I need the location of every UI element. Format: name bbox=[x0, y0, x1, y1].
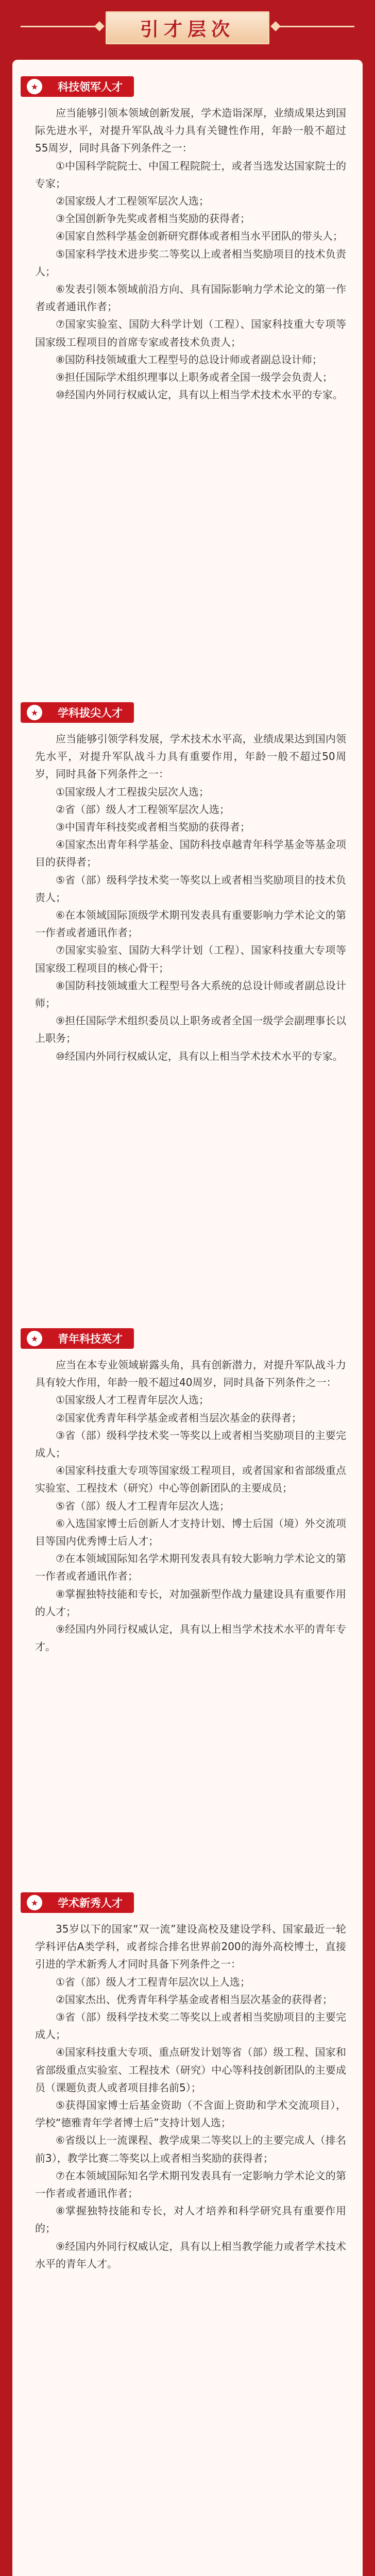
list-item: ⑥省级以上一流课程、教学成果二等奖以上的主要完成人（排名前3），教学比赛二等奖以上或者相当奖励的获得者； bbox=[35, 2134, 346, 2164]
list-item: ⑨担任国际学术组织理事以上职务或者全国一级学会负责人； bbox=[56, 371, 333, 384]
banner-line-right bbox=[277, 26, 354, 27]
section-intro: 应当能够引领学科发展，学术技术水平高，业绩成果达到国内领先水平，对提升军队战斗力具有重要作用，年龄一般不超过50周岁，同时具备下列条件之一： bbox=[35, 733, 346, 781]
list-item: ⑤获得国家博士后基金资助（不含面上资助和学术交流项目），学校“德雅青年学者博士后”支持计划人选； bbox=[35, 2099, 346, 2129]
list-item: ⑥在本领域国际顶级学术期刊发表具有重要影响力学术论文的第一作者或者通讯作者； bbox=[35, 909, 346, 939]
list-item: ⑨经国内外同行权威认定，具有以上相当教学能力或者学术技术水平的青年人才。 bbox=[35, 2240, 346, 2270]
section-body bbox=[35, 1920, 346, 2273]
list-item: ⑦在本领域国际知名学术期刊发表具有较大影响力学术论文的第一作者或者通讯作者； bbox=[35, 1552, 346, 1583]
medal-icon: ★ bbox=[27, 1895, 42, 1910]
list-item: ②国家优秀青年科学基金或者相当层次基金的获得者； bbox=[56, 1411, 302, 1424]
list-item: ⑨经国内外同行权威认定，具有以上相当学术技术水平的青年专才。 bbox=[35, 1623, 346, 1653]
section-title: 科技领军人才 bbox=[58, 81, 123, 93]
section-body bbox=[35, 730, 346, 1065]
section-title: 青年科技英才 bbox=[58, 1333, 123, 1345]
section-body bbox=[35, 104, 346, 403]
list-item: ⑧掌握独特技能和专长，对加强新型作战力量建设具有重要作用的人才； bbox=[35, 1587, 346, 1618]
list-item: ⑤国家科学技术进步奖二等奖以上或者相当奖励项目的技术负责人； bbox=[35, 247, 346, 278]
section-title: 学科拔尖人才 bbox=[58, 707, 123, 719]
medal-icon: ★ bbox=[27, 79, 42, 94]
list-item: ②国家杰出、优秀青年科学基金或者相当层次基金的获得者； bbox=[56, 1993, 333, 2006]
list-item: ①国家级人才工程青年层次人选； bbox=[56, 1394, 209, 1406]
list-item: ⑧国防科技领域重大工程型号各大系统的总设计师或者副总设计师； bbox=[35, 979, 346, 1010]
banner-title-box bbox=[106, 11, 269, 44]
section-tag bbox=[21, 1328, 134, 1349]
section-intro: 应当在本专业领域崭露头角，具有创新潜力，对提升军队战斗力具有较大作用，年龄一般不超过40周岁，同时具备下列条件之一： bbox=[35, 1359, 346, 1389]
list-item: ④国家自然科学基金创新研究群体或者相当水平团队的带头人； bbox=[56, 230, 343, 243]
content-card bbox=[12, 60, 363, 2576]
list-item: ⑤省（部）级科学技术奖一等奖以上或者相当奖励项目的技术负责人； bbox=[35, 873, 346, 904]
list-item: ①国家级人才工程拔尖层次人选； bbox=[56, 785, 209, 798]
list-item: ⑩经国内外同行权威认定，具有以上相当学术技术水平的专家。 bbox=[56, 388, 343, 401]
banner-title: 引才层次 bbox=[140, 19, 235, 40]
list-item: ⑥入选国家博士后创新人才支持计划、博士后国（境）外交流项目等国内优秀博士后人才； bbox=[35, 1517, 346, 1548]
list-item: ⑤省（部）级人才工程青年层次人选； bbox=[56, 1499, 230, 1512]
list-item: ④国家杰出青年科学基金、国防科技卓越青年科学基金等基金项目的获得者； bbox=[35, 838, 346, 869]
list-item: ⑧掌握独特技能和专长，对人才培养和科学研究具有重要作用的； bbox=[35, 2205, 346, 2235]
list-item: ③中国青年科技奖或者相当奖励的获得者； bbox=[56, 821, 250, 834]
list-item: ⑧国防科技领域重大工程型号的总设计师或者副总设计师； bbox=[56, 353, 322, 366]
banner-diamond-left bbox=[94, 21, 105, 31]
section-title: 学术新秀人才 bbox=[58, 1897, 123, 1909]
list-item: ③全国创新争先奖或者相当奖励的获得者； bbox=[56, 212, 250, 225]
section-intro: 35岁以下的国家“双一流”建设高校及建设学科、国家最近一轮学科评估A类学科，或者综合排名世界前200的海外高校博士，直接引进的学术新秀人才同时具备下列条件之一： bbox=[35, 1923, 346, 1971]
section-tag bbox=[21, 702, 134, 723]
section-tag bbox=[21, 1892, 134, 1913]
list-item: ③省（部）级科学技术奖二等奖以上或者相当奖励项目的主要完成人； bbox=[35, 2011, 346, 2041]
banner-line-left bbox=[21, 26, 98, 27]
list-item: ⑥发表引领本领域前沿方向、具有国际影响力学术论文的第一作者或者通讯作者； bbox=[35, 283, 346, 313]
section-intro: 应当能够引领本领域创新发展，学术造诣深厚，业绩成果达到国际先进水平，对提升军队战斗力具有关键性作用，年龄一般不超过55周岁，同时具备下列条件之一： bbox=[35, 107, 346, 155]
list-item: ②国家级人才工程领军层次人选； bbox=[56, 195, 209, 208]
list-item: ①中国科学院院士、中国工程院院士，或者当选发达国家院士的专家； bbox=[35, 159, 346, 190]
header-banner bbox=[0, 0, 375, 60]
list-item: ①省（部）级人才工程青年层次以上人选； bbox=[56, 1975, 250, 1988]
list-item: ⑦在本领域国际知名学术期刊发表具有一定影响力学术论文的第一作者或者通讯作者； bbox=[35, 2169, 346, 2200]
list-item: ②省（部）级人才工程领军层次人选； bbox=[56, 803, 230, 816]
list-item: ④国家科技重大专项等国家级工程项目，或者国家和省部级重点实验室、工程技术（研究）中心等创新团队的主要成员； bbox=[35, 1464, 346, 1495]
medal-icon: ★ bbox=[27, 1331, 42, 1346]
list-item: ⑦国家实验室、国防大科学计划（工程）、国家科技重大专项等国家级工程项目的首席专家或者技术负责人； bbox=[35, 318, 346, 348]
list-item: ④国家科技重大专项、重点研发计划等省（部）级工程、国家和省部级重点实验室、工程技术（研究）中心等科技创新团队的主要成员（课题负责人或者项目排名前5）； bbox=[35, 2046, 346, 2094]
medal-icon: ★ bbox=[27, 705, 42, 720]
list-item: ⑦国家实验室、国防大科学计划（工程）、国家科技重大专项等国家级工程项目的核心骨干； bbox=[35, 944, 346, 974]
section-tag bbox=[21, 76, 134, 97]
list-item: ⑨担任国际学术组织委员以上职务或者全国一级学会副理事长以上职务； bbox=[35, 1014, 346, 1045]
list-item: ③省（部）级科学技术奖一等奖以上或者相当奖励项目的主要完成人； bbox=[35, 1429, 346, 1460]
section-body bbox=[35, 1356, 346, 1655]
list-item: ⑩经国内外同行权威认定，具有以上相当学术技术水平的专家。 bbox=[56, 1049, 343, 1062]
